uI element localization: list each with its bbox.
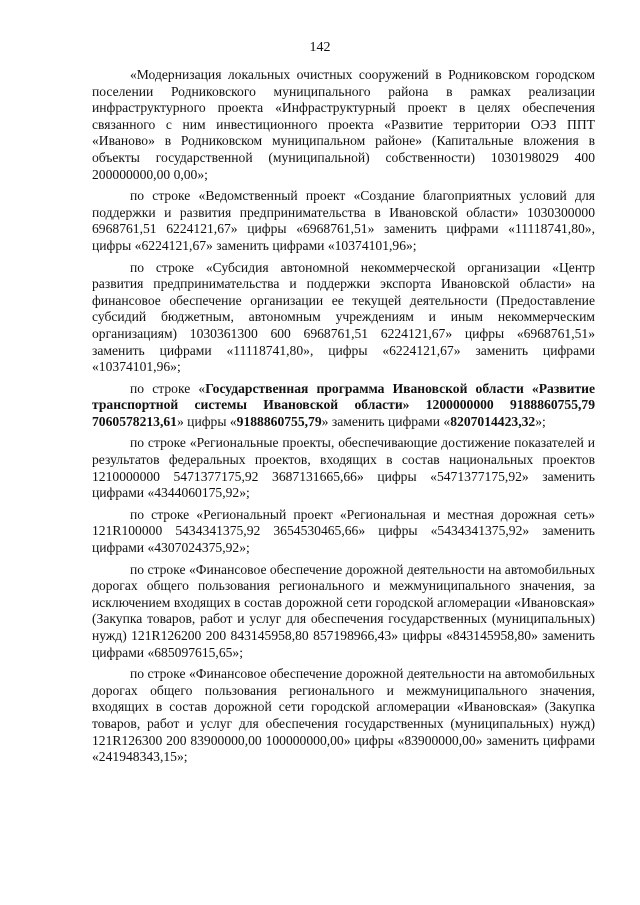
bold-text-run: Государственная программа Ивановской области «Развитие транспортной системы Ивановской области» 1200000000 9188860755,79 7060578213,61: [92, 380, 595, 429]
text-run: » цифры «: [176, 413, 237, 429]
text-run: по строке «Региональный проект «Региональная и местная дорожная сеть» 121R100000 5434341375,92 3654530465,66» цифры «5434341375,92» заменить цифрами «4307024375,92»;: [92, 506, 595, 556]
paragraph: [92, 67, 595, 183]
paragraph: [92, 188, 595, 254]
text-run: по строке «Финансовое обеспечение дорожной деятельности на автомобильных дорогах общего пользования регионального и межмуниципального значения, входящих в состав дорожной сети городской агломерации «Ивановская» (Закупка товаров, работ и услуг для обеспечения государственных (муниципальных) нужд) 121R126300 200 83900000,00 100000000,00» цифры «83900000,00» заменить цифрами «241948343,15»;: [92, 666, 595, 765]
bold-text-run: 8207014423,32: [450, 413, 536, 429]
text-run: »;: [535, 413, 546, 429]
paragraph: [92, 507, 595, 557]
text-run: по строке «: [130, 380, 206, 396]
text-run: по строке «Субсидия автономной некоммерческой организации «Центр развития предпринимательства и поддержки экспорта Ивановской области» на финансовое обеспечение организации ее текущей деятельности (Предоставление субсидий бюджетным, автономным учреждениям и иным некоммерческим организациям) 1030361300 600 6968761,51 6224121,67» цифры «6968761,51» заменить цифрами «11118741,80», цифры «6224121,67» заменить цифрами «10374101,96»;: [92, 259, 595, 375]
text-run: «Модернизация локальных очистных сооружений в Родниковском городском поселении Родниковского муниципального района в рамках реализации инфраструктурного проекта «Инфраструктурный проект в целях обеспечения связанного с ним инвестиционного проекта «Развитие территории ОЭЗ ППТ «Иваново» в Родниковском муниципальном районе» (Капитальные вложения в объекты государственной (муниципальной) собственности) 1030198029 400 200000000,00 0,00»;: [92, 67, 595, 182]
paragraph: [92, 666, 595, 766]
paragraph: [92, 260, 595, 376]
paragraph: [92, 435, 595, 501]
document-body: [92, 67, 595, 771]
text-run: » заменить цифрами «: [321, 413, 451, 429]
paragraph: [92, 562, 595, 662]
text-run: по строке «Ведомственный проект «Создание благоприятных условий для поддержки и развития предпринимательства в Ивановской области» 1030300000 6968761,51 6224121,67» цифры «6968761,51» заменить цифрами «11118741,80», цифры «6224121,67» заменить цифрами «10374101,96»;: [92, 188, 595, 253]
paragraph: [92, 381, 595, 431]
text-run: по строке «Региональные проекты, обеспечивающие достижение показателей и результатов федеральных проектов, входящих в состав национальных проектов 1210000000 5471377175,92 3687131665,66» цифры «5471377175,92» заменить цифрами «4344060175,92»;: [92, 435, 595, 501]
page-number: 142: [309, 40, 331, 55]
bold-text-run: 9188860755,79: [236, 413, 322, 429]
text-run: по строке «Финансовое обеспечение дорожной деятельности на автомобильных дорогах общего пользования регионального и межмуниципального значения, за исключением входящих в состав дорожной сети городской агломерации «Ивановская» (Закупка товаров, работ и услуг для обеспечения государственных (муниципальных) нужд) 121R126200 200 843145958,80 857198966,43» цифры «843145958,80» заменить цифрами «685097615,65»;: [92, 561, 595, 660]
